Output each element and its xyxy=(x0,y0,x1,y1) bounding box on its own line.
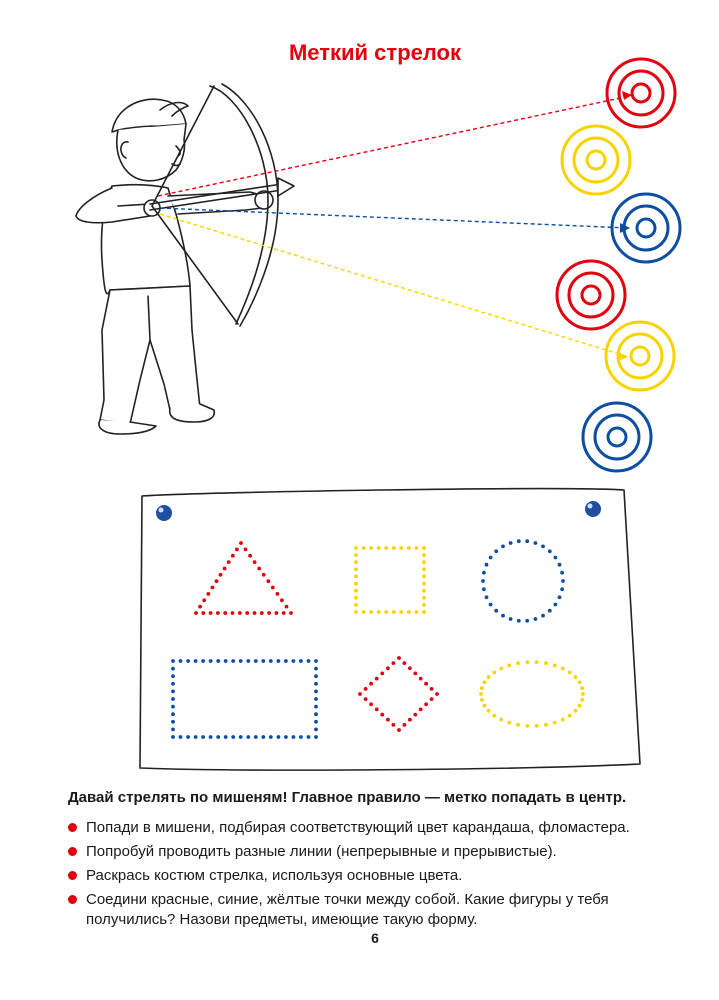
head xyxy=(117,124,186,181)
instructions xyxy=(68,788,688,934)
instructions-list xyxy=(68,818,688,930)
archer-boy xyxy=(76,99,273,434)
target-ring xyxy=(574,138,618,182)
instruction-item: Соедини красные, синие, жёлтые точки между собой. Какие фигуры у тебя получились? Назови предметы, имеющие такую форму. xyxy=(68,890,688,930)
target-ring xyxy=(607,59,675,127)
aim-lines xyxy=(158,96,630,356)
pin-left xyxy=(156,505,172,521)
aim-line-yellow xyxy=(160,214,626,356)
shoe-left xyxy=(99,420,156,434)
target-ring xyxy=(631,347,649,365)
instructions-lead: Давай стрелять по мишеням! Главное правило — метко попадать в центр. xyxy=(68,789,627,806)
trousers xyxy=(100,286,200,424)
arrow-head xyxy=(278,178,294,196)
instruction-item: Попробуй проводить разные линии (непрерывные и прерывистые). xyxy=(68,842,688,862)
target-ring xyxy=(583,403,651,471)
target-yellow xyxy=(562,126,630,194)
instruction-item: Попади в мишени, подбирая соответствующий цвет карандаша, фломастера. xyxy=(68,818,688,838)
target-ring xyxy=(606,322,674,390)
page-number: 6 xyxy=(371,930,379,946)
target-ring xyxy=(632,84,650,102)
target-ring xyxy=(624,206,668,250)
target-ring xyxy=(562,126,630,194)
instruction-item: Раскрась костюм стрелка, используя основные цвета. xyxy=(68,866,688,886)
target-ring xyxy=(557,261,625,329)
target-ring xyxy=(608,428,626,446)
aim-line-blue xyxy=(160,208,628,228)
target-ring xyxy=(595,415,639,459)
target-yellow xyxy=(606,322,674,390)
target-ring xyxy=(582,286,600,304)
bullet-dot xyxy=(68,895,77,904)
targets xyxy=(557,59,680,471)
target-ring xyxy=(587,151,605,169)
target-red xyxy=(557,261,625,329)
page-title: Меткий стрелок xyxy=(288,40,462,65)
target-blue xyxy=(583,403,651,471)
board-paper xyxy=(140,489,640,770)
pin-right xyxy=(585,501,601,517)
target-ring xyxy=(637,219,655,237)
bullet-dot xyxy=(68,847,77,856)
target-red xyxy=(607,59,675,127)
bullet-dot xyxy=(68,871,77,880)
aim-line-red xyxy=(158,96,630,196)
drawing-board xyxy=(140,489,640,770)
bullet-dot xyxy=(68,823,77,832)
target-ring xyxy=(569,273,613,317)
